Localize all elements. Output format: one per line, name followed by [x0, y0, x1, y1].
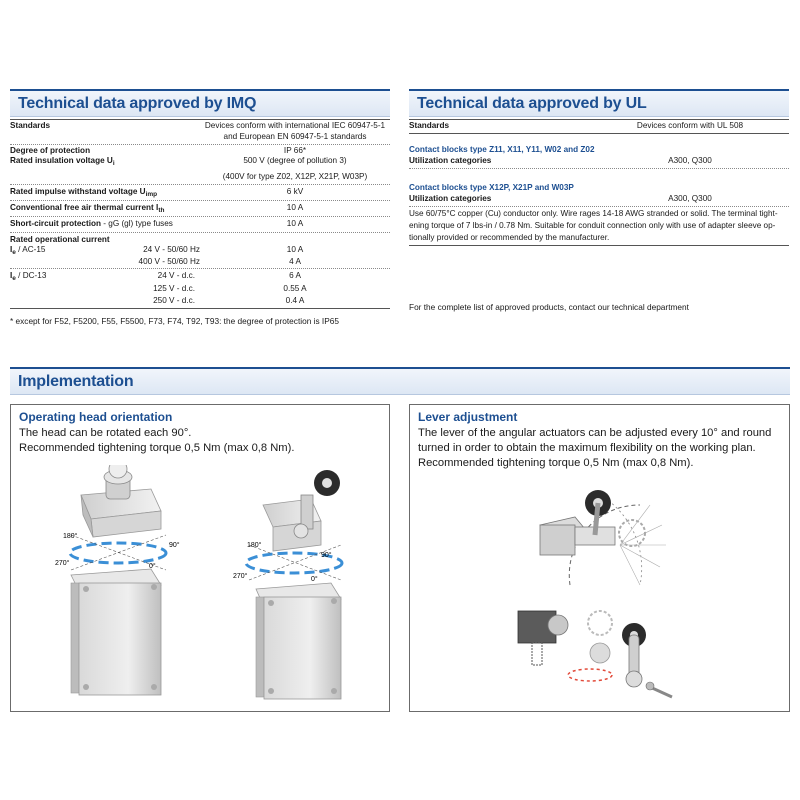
- ul-block2-title: Contact blocks type X12P, X21P and W03P: [409, 183, 574, 192]
- divider: [10, 232, 390, 233]
- switch-roller-lever-head: [263, 470, 340, 551]
- angle-label-270: 270°: [233, 573, 248, 580]
- switch-plunger-head: [81, 465, 161, 537]
- imq-dc-voltage-2: 250 V - d.c.: [153, 296, 195, 305]
- lever-adjustment-line1: The lever of the angular actuators can be adjusted every 10° and round: [418, 427, 772, 439]
- ul-block1-label: Utilization categories: [409, 156, 492, 165]
- head-orientation-line2: Recommended tightening torque 0,5 Nm (max 0,8 Nm).: [19, 442, 295, 454]
- divider: [10, 200, 390, 201]
- imq-insulation-value2: (400V for type Z02, X12P, X21P, W03P): [222, 172, 368, 181]
- imq-insulation-label-text: Rated insulation voltage U: [10, 156, 113, 165]
- switch-body-2: [256, 583, 341, 699]
- imq-standards-value2: and European EN 60947-5-1 standards: [223, 132, 367, 141]
- angle-label-0: 0°: [149, 563, 156, 570]
- imq-dc-sub: e: [12, 275, 16, 282]
- divider: [10, 268, 390, 269]
- imq-ac-current-0: 10 A: [286, 245, 304, 254]
- imq-dc-current-2: 0.4 A: [285, 296, 305, 305]
- imq-dc-voltage-0: 24 V - d.c.: [157, 271, 195, 280]
- lever-adjustment-illustration: [410, 475, 789, 711]
- imq-short-label: [10, 219, 173, 229]
- ul-contact-note: For the complete list of approved products, contact our technical department: [409, 302, 689, 312]
- imq-operational-label: Rated operational current: [10, 235, 110, 244]
- ul-note-line3: tionally provided or recommended by the manufacturer.: [409, 233, 610, 242]
- imq-ac-voltage-0: 24 V - 50/60 Hz: [143, 245, 200, 254]
- imq-insulation-value1: 500 V (degree of pollution 3): [243, 156, 347, 165]
- divider: [10, 119, 390, 120]
- angle-label-180: 180°: [63, 533, 78, 540]
- imq-dc-suffix: / DC-13: [15, 271, 47, 280]
- ul-note-line2: ening torque of 7 lbs-in / 0.78 Nm. Suitable for conduit connection only with use of adapter sleeve op-: [409, 221, 776, 230]
- imq-impulse-label: [10, 187, 157, 200]
- lever-adjustment-panel: [409, 404, 790, 712]
- divider: [409, 245, 789, 246]
- imq-thermal-value: 10 A: [286, 203, 304, 212]
- angle-label-90: 90°: [169, 542, 180, 549]
- imq-protection-value: IP 66*: [283, 146, 307, 155]
- divider: [10, 216, 390, 217]
- imq-dc-voltage-1: 125 V - d.c.: [153, 284, 195, 293]
- imq-ac-suffix: / AC-15: [15, 245, 46, 254]
- imq-footnote: * except for F52, F5200, F55, F5500, F73, F74, T92, T93: the degree of protection is IP65: [10, 316, 339, 326]
- angle-label-180: 180°: [247, 542, 262, 549]
- lever-adjustment-line2: turned in order to obtain the maximum flexibility on the working plan.: [418, 442, 756, 454]
- angle-label-270: 270°: [55, 560, 70, 567]
- imq-dc-current-1: 0.55 A: [283, 284, 307, 293]
- imq-thermal-label: [10, 203, 164, 216]
- divider: [10, 308, 390, 309]
- angle-label-90: 90°: [321, 552, 332, 559]
- divider: [409, 119, 789, 120]
- lever-adjustment-line3: Recommended tightening torque 0,5 Nm (max 0,8 Nm).: [418, 457, 694, 469]
- imq-standards-value1: Devices conform with international IEC 60947-5-1: [204, 121, 386, 130]
- imq-thermal-label-text: Conventional free air thermal current I: [10, 203, 159, 212]
- actuator-parts: [518, 611, 672, 697]
- imq-dc-label-i: I: [10, 271, 13, 280]
- head-orientation-panel: [10, 404, 390, 712]
- head-orientation-line1: The head can be rotated each 90°.: [19, 427, 192, 439]
- ul-block1-title: Contact blocks type Z11, X11, Y11, W02 and Z02: [409, 145, 595, 154]
- imq-short-label-rest: - gG (gl) type fuses: [100, 219, 173, 228]
- imq-ac-current-1: 4 A: [289, 257, 301, 266]
- divider: [10, 184, 390, 185]
- angle-label-0: 0°: [311, 576, 318, 583]
- ul-standards-value: Devices conform with UL 508: [636, 121, 744, 130]
- divider: [10, 144, 390, 145]
- imq-short-label-bold: Short-circuit protection: [10, 219, 101, 228]
- implementation-title: Implementation: [10, 367, 790, 395]
- imq-dc-label: [10, 271, 46, 284]
- divider: [409, 206, 789, 207]
- head-orientation-illustration: [11, 465, 389, 711]
- imq-insulation-label: [10, 156, 115, 169]
- imq-thermal-sub: th: [158, 207, 165, 214]
- ul-block2-label: Utilization categories: [409, 194, 492, 203]
- ul-section-title: Technical data approved by UL: [409, 89, 789, 117]
- imq-dc-current-0: 6 A: [289, 271, 301, 280]
- imq-standards-label: Standards: [10, 121, 51, 130]
- rotation-indicator-1: [55, 532, 180, 570]
- imq-impulse-sub: imp: [145, 191, 158, 198]
- head-orientation-title: Operating head orientation: [19, 410, 173, 424]
- lever-adjustment-title: Lever adjustment: [418, 410, 518, 424]
- divider: [409, 133, 789, 134]
- imq-ac-label: [10, 245, 46, 258]
- ul-block2-value: A300, Q300: [668, 194, 712, 203]
- imq-ac-sub: e: [12, 249, 16, 256]
- divider: [409, 168, 789, 169]
- imq-impulse-label-text: Rated impulse withstand voltage U: [10, 187, 146, 196]
- imq-impulse-value: 6 kV: [286, 187, 304, 196]
- imq-ac-voltage-1: 400 V - 50/60 Hz: [138, 257, 200, 266]
- imq-ac-label-i: I: [10, 245, 13, 254]
- ul-block1-value: A300, Q300: [668, 156, 712, 165]
- imq-insulation-sub: i: [112, 160, 115, 167]
- imq-section-title: Technical data approved by IMQ: [10, 89, 390, 117]
- imq-protection-label: Degree of protection: [10, 146, 91, 155]
- ul-standards-label: Standards: [409, 121, 450, 130]
- imq-short-value: 10 A: [286, 219, 304, 228]
- ul-note-line1: Use 60/75°C copper (Cu) conductor only. Wire rages 14-18 AWG stranded or solid. The terminal tight-: [409, 209, 778, 218]
- switch-body-1: [71, 569, 161, 695]
